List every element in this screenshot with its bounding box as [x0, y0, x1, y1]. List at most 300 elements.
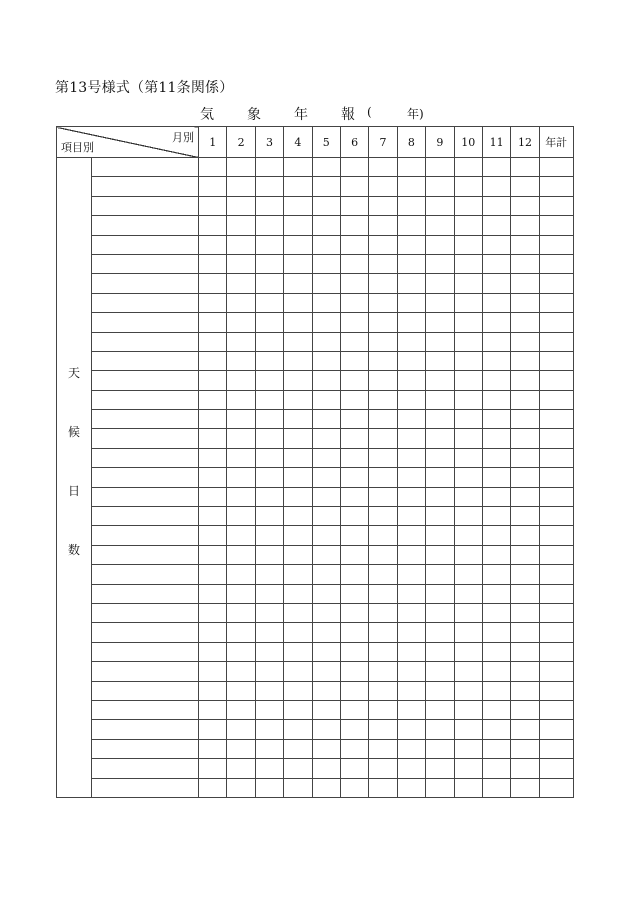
month-value-cell[interactable]	[227, 390, 255, 409]
month-value-cell[interactable]	[369, 720, 397, 739]
month-value-cell[interactable]	[312, 351, 340, 370]
item-name-cell[interactable]	[92, 759, 199, 778]
month-value-cell[interactable]	[340, 390, 368, 409]
item-name-cell[interactable]	[92, 662, 199, 681]
month-value-cell[interactable]	[454, 526, 482, 545]
month-value-cell[interactable]	[284, 254, 312, 273]
month-value-cell[interactable]	[340, 429, 368, 448]
month-value-cell[interactable]	[426, 429, 454, 448]
annual-total-cell[interactable]	[539, 720, 573, 739]
item-name-cell[interactable]	[92, 274, 199, 293]
month-value-cell[interactable]	[340, 196, 368, 215]
month-value-cell[interactable]	[284, 584, 312, 603]
month-value-cell[interactable]	[312, 720, 340, 739]
month-value-cell[interactable]	[227, 332, 255, 351]
month-value-cell[interactable]	[199, 487, 227, 506]
month-value-cell[interactable]	[227, 313, 255, 332]
month-value-cell[interactable]	[369, 274, 397, 293]
month-value-cell[interactable]	[426, 390, 454, 409]
month-value-cell[interactable]	[482, 196, 510, 215]
month-value-cell[interactable]	[482, 254, 510, 273]
item-name-cell[interactable]	[92, 468, 199, 487]
annual-total-cell[interactable]	[539, 177, 573, 196]
month-value-cell[interactable]	[397, 739, 425, 758]
month-value-cell[interactable]	[482, 759, 510, 778]
month-value-cell[interactable]	[312, 507, 340, 526]
month-value-cell[interactable]	[340, 545, 368, 564]
month-value-cell[interactable]	[340, 700, 368, 719]
month-value-cell[interactable]	[369, 429, 397, 448]
month-value-cell[interactable]	[199, 739, 227, 758]
month-value-cell[interactable]	[227, 448, 255, 467]
month-value-cell[interactable]	[227, 507, 255, 526]
month-value-cell[interactable]	[255, 642, 283, 661]
month-value-cell[interactable]	[340, 565, 368, 584]
month-value-cell[interactable]	[312, 158, 340, 177]
month-value-cell[interactable]	[284, 642, 312, 661]
month-value-cell[interactable]	[312, 429, 340, 448]
month-value-cell[interactable]	[426, 662, 454, 681]
month-value-cell[interactable]	[284, 565, 312, 584]
month-value-cell[interactable]	[511, 429, 539, 448]
month-value-cell[interactable]	[397, 526, 425, 545]
month-value-cell[interactable]	[454, 507, 482, 526]
month-value-cell[interactable]	[454, 448, 482, 467]
month-value-cell[interactable]	[312, 778, 340, 797]
item-name-cell[interactable]	[92, 254, 199, 273]
month-value-cell[interactable]	[284, 196, 312, 215]
month-value-cell[interactable]	[397, 254, 425, 273]
month-value-cell[interactable]	[369, 584, 397, 603]
month-value-cell[interactable]	[312, 739, 340, 758]
item-name-cell[interactable]	[92, 565, 199, 584]
month-value-cell[interactable]	[369, 700, 397, 719]
month-value-cell[interactable]	[369, 507, 397, 526]
month-value-cell[interactable]	[312, 623, 340, 642]
month-value-cell[interactable]	[340, 739, 368, 758]
annual-total-cell[interactable]	[539, 487, 573, 506]
month-value-cell[interactable]	[511, 720, 539, 739]
item-name-cell[interactable]	[92, 332, 199, 351]
month-value-cell[interactable]	[482, 158, 510, 177]
annual-total-cell[interactable]	[539, 565, 573, 584]
annual-total-cell[interactable]	[539, 681, 573, 700]
month-value-cell[interactable]	[482, 526, 510, 545]
annual-total-cell[interactable]	[539, 254, 573, 273]
annual-total-cell[interactable]	[539, 371, 573, 390]
month-value-cell[interactable]	[227, 216, 255, 235]
month-value-cell[interactable]	[454, 681, 482, 700]
month-value-cell[interactable]	[255, 681, 283, 700]
month-value-cell[interactable]	[284, 662, 312, 681]
month-value-cell[interactable]	[312, 681, 340, 700]
month-value-cell[interactable]	[284, 293, 312, 312]
month-value-cell[interactable]	[340, 351, 368, 370]
month-value-cell[interactable]	[255, 410, 283, 429]
month-value-cell[interactable]	[397, 313, 425, 332]
month-value-cell[interactable]	[284, 216, 312, 235]
month-value-cell[interactable]	[312, 603, 340, 622]
month-value-cell[interactable]	[426, 681, 454, 700]
month-value-cell[interactable]	[255, 662, 283, 681]
month-value-cell[interactable]	[312, 565, 340, 584]
month-value-cell[interactable]	[511, 177, 539, 196]
month-value-cell[interactable]	[199, 584, 227, 603]
month-value-cell[interactable]	[454, 603, 482, 622]
month-value-cell[interactable]	[397, 371, 425, 390]
month-value-cell[interactable]	[369, 254, 397, 273]
month-value-cell[interactable]	[284, 720, 312, 739]
month-value-cell[interactable]	[199, 662, 227, 681]
month-value-cell[interactable]	[227, 700, 255, 719]
month-value-cell[interactable]	[511, 526, 539, 545]
month-value-cell[interactable]	[284, 274, 312, 293]
month-value-cell[interactable]	[369, 468, 397, 487]
month-value-cell[interactable]	[284, 700, 312, 719]
month-value-cell[interactable]	[199, 526, 227, 545]
month-value-cell[interactable]	[397, 158, 425, 177]
month-value-cell[interactable]	[511, 332, 539, 351]
month-value-cell[interactable]	[227, 235, 255, 254]
month-value-cell[interactable]	[255, 584, 283, 603]
month-value-cell[interactable]	[227, 177, 255, 196]
month-value-cell[interactable]	[397, 196, 425, 215]
month-value-cell[interactable]	[454, 235, 482, 254]
month-value-cell[interactable]	[340, 507, 368, 526]
month-value-cell[interactable]	[255, 468, 283, 487]
item-name-cell[interactable]	[92, 603, 199, 622]
month-value-cell[interactable]	[426, 274, 454, 293]
month-value-cell[interactable]	[284, 507, 312, 526]
month-value-cell[interactable]	[482, 410, 510, 429]
month-value-cell[interactable]	[454, 158, 482, 177]
month-value-cell[interactable]	[227, 487, 255, 506]
month-value-cell[interactable]	[482, 429, 510, 448]
month-value-cell[interactable]	[340, 759, 368, 778]
month-value-cell[interactable]	[454, 468, 482, 487]
month-value-cell[interactable]	[426, 603, 454, 622]
month-value-cell[interactable]	[397, 274, 425, 293]
month-value-cell[interactable]	[426, 507, 454, 526]
month-value-cell[interactable]	[369, 487, 397, 506]
month-value-cell[interactable]	[312, 584, 340, 603]
month-value-cell[interactable]	[369, 216, 397, 235]
month-value-cell[interactable]	[482, 565, 510, 584]
month-value-cell[interactable]	[255, 390, 283, 409]
month-value-cell[interactable]	[397, 235, 425, 254]
month-value-cell[interactable]	[255, 235, 283, 254]
month-value-cell[interactable]	[284, 371, 312, 390]
month-value-cell[interactable]	[255, 778, 283, 797]
month-value-cell[interactable]	[426, 739, 454, 758]
month-value-cell[interactable]	[369, 293, 397, 312]
month-value-cell[interactable]	[482, 623, 510, 642]
month-value-cell[interactable]	[312, 448, 340, 467]
month-value-cell[interactable]	[426, 720, 454, 739]
month-value-cell[interactable]	[482, 448, 510, 467]
month-value-cell[interactable]	[312, 545, 340, 564]
month-value-cell[interactable]	[369, 778, 397, 797]
month-value-cell[interactable]	[397, 603, 425, 622]
month-value-cell[interactable]	[255, 759, 283, 778]
month-value-cell[interactable]	[454, 545, 482, 564]
month-value-cell[interactable]	[199, 196, 227, 215]
month-value-cell[interactable]	[255, 332, 283, 351]
month-value-cell[interactable]	[340, 313, 368, 332]
month-value-cell[interactable]	[511, 681, 539, 700]
month-value-cell[interactable]	[511, 196, 539, 215]
month-value-cell[interactable]	[511, 623, 539, 642]
month-value-cell[interactable]	[426, 332, 454, 351]
annual-total-cell[interactable]	[539, 507, 573, 526]
month-value-cell[interactable]	[426, 313, 454, 332]
month-value-cell[interactable]	[199, 158, 227, 177]
month-value-cell[interactable]	[227, 468, 255, 487]
item-name-cell[interactable]	[92, 351, 199, 370]
month-value-cell[interactable]	[255, 177, 283, 196]
month-value-cell[interactable]	[340, 681, 368, 700]
month-value-cell[interactable]	[511, 603, 539, 622]
month-value-cell[interactable]	[511, 662, 539, 681]
month-value-cell[interactable]	[426, 526, 454, 545]
annual-total-cell[interactable]	[539, 216, 573, 235]
month-value-cell[interactable]	[227, 545, 255, 564]
month-value-cell[interactable]	[454, 351, 482, 370]
item-name-cell[interactable]	[92, 216, 199, 235]
month-value-cell[interactable]	[312, 700, 340, 719]
month-value-cell[interactable]	[199, 565, 227, 584]
month-value-cell[interactable]	[426, 371, 454, 390]
month-value-cell[interactable]	[312, 177, 340, 196]
month-value-cell[interactable]	[454, 778, 482, 797]
item-name-cell[interactable]	[92, 410, 199, 429]
month-value-cell[interactable]	[454, 700, 482, 719]
month-value-cell[interactable]	[454, 759, 482, 778]
item-name-cell[interactable]	[92, 526, 199, 545]
item-name-cell[interactable]	[92, 390, 199, 409]
month-value-cell[interactable]	[312, 410, 340, 429]
month-value-cell[interactable]	[397, 351, 425, 370]
month-value-cell[interactable]	[369, 603, 397, 622]
month-value-cell[interactable]	[255, 216, 283, 235]
month-value-cell[interactable]	[312, 371, 340, 390]
month-value-cell[interactable]	[454, 177, 482, 196]
month-value-cell[interactable]	[255, 565, 283, 584]
month-value-cell[interactable]	[284, 429, 312, 448]
month-value-cell[interactable]	[227, 623, 255, 642]
month-value-cell[interactable]	[199, 390, 227, 409]
month-value-cell[interactable]	[426, 216, 454, 235]
month-value-cell[interactable]	[312, 487, 340, 506]
month-value-cell[interactable]	[255, 545, 283, 564]
month-value-cell[interactable]	[199, 642, 227, 661]
month-value-cell[interactable]	[340, 158, 368, 177]
month-value-cell[interactable]	[397, 410, 425, 429]
month-value-cell[interactable]	[397, 390, 425, 409]
month-value-cell[interactable]	[397, 642, 425, 661]
annual-total-cell[interactable]	[539, 739, 573, 758]
month-value-cell[interactable]	[340, 448, 368, 467]
month-value-cell[interactable]	[284, 623, 312, 642]
month-value-cell[interactable]	[199, 274, 227, 293]
month-value-cell[interactable]	[511, 545, 539, 564]
month-value-cell[interactable]	[454, 565, 482, 584]
annual-total-cell[interactable]	[539, 468, 573, 487]
month-value-cell[interactable]	[199, 351, 227, 370]
month-value-cell[interactable]	[312, 313, 340, 332]
month-value-cell[interactable]	[426, 545, 454, 564]
annual-total-cell[interactable]	[539, 662, 573, 681]
month-value-cell[interactable]	[227, 351, 255, 370]
month-value-cell[interactable]	[482, 545, 510, 564]
month-value-cell[interactable]	[312, 662, 340, 681]
month-value-cell[interactable]	[454, 739, 482, 758]
month-value-cell[interactable]	[227, 293, 255, 312]
month-value-cell[interactable]	[227, 584, 255, 603]
month-value-cell[interactable]	[284, 759, 312, 778]
month-value-cell[interactable]	[454, 410, 482, 429]
month-value-cell[interactable]	[340, 293, 368, 312]
month-value-cell[interactable]	[199, 429, 227, 448]
month-value-cell[interactable]	[340, 662, 368, 681]
month-value-cell[interactable]	[454, 274, 482, 293]
month-value-cell[interactable]	[199, 332, 227, 351]
annual-total-cell[interactable]	[539, 235, 573, 254]
month-value-cell[interactable]	[340, 410, 368, 429]
annual-total-cell[interactable]	[539, 274, 573, 293]
month-value-cell[interactable]	[369, 313, 397, 332]
month-value-cell[interactable]	[482, 274, 510, 293]
month-value-cell[interactable]	[255, 371, 283, 390]
month-value-cell[interactable]	[511, 487, 539, 506]
month-value-cell[interactable]	[340, 332, 368, 351]
month-value-cell[interactable]	[369, 526, 397, 545]
month-value-cell[interactable]	[426, 158, 454, 177]
month-value-cell[interactable]	[482, 332, 510, 351]
month-value-cell[interactable]	[482, 700, 510, 719]
month-value-cell[interactable]	[482, 468, 510, 487]
annual-total-cell[interactable]	[539, 448, 573, 467]
month-value-cell[interactable]	[511, 313, 539, 332]
month-value-cell[interactable]	[284, 158, 312, 177]
month-value-cell[interactable]	[397, 681, 425, 700]
month-value-cell[interactable]	[369, 351, 397, 370]
month-value-cell[interactable]	[255, 313, 283, 332]
annual-total-cell[interactable]	[539, 351, 573, 370]
annual-total-cell[interactable]	[539, 700, 573, 719]
month-value-cell[interactable]	[482, 351, 510, 370]
month-value-cell[interactable]	[397, 584, 425, 603]
month-value-cell[interactable]	[284, 526, 312, 545]
month-value-cell[interactable]	[312, 332, 340, 351]
annual-total-cell[interactable]	[539, 332, 573, 351]
item-name-cell[interactable]	[92, 720, 199, 739]
month-value-cell[interactable]	[227, 662, 255, 681]
month-value-cell[interactable]	[426, 196, 454, 215]
month-value-cell[interactable]	[454, 313, 482, 332]
month-value-cell[interactable]	[369, 681, 397, 700]
month-value-cell[interactable]	[227, 410, 255, 429]
month-value-cell[interactable]	[340, 468, 368, 487]
month-value-cell[interactable]	[340, 274, 368, 293]
annual-total-cell[interactable]	[539, 623, 573, 642]
month-value-cell[interactable]	[511, 584, 539, 603]
month-value-cell[interactable]	[199, 293, 227, 312]
month-value-cell[interactable]	[199, 313, 227, 332]
month-value-cell[interactable]	[454, 720, 482, 739]
month-value-cell[interactable]	[426, 700, 454, 719]
item-name-cell[interactable]	[92, 429, 199, 448]
month-value-cell[interactable]	[397, 759, 425, 778]
month-value-cell[interactable]	[369, 390, 397, 409]
month-value-cell[interactable]	[426, 254, 454, 273]
month-value-cell[interactable]	[511, 642, 539, 661]
month-value-cell[interactable]	[482, 313, 510, 332]
month-value-cell[interactable]	[340, 642, 368, 661]
month-value-cell[interactable]	[340, 603, 368, 622]
month-value-cell[interactable]	[199, 700, 227, 719]
month-value-cell[interactable]	[199, 177, 227, 196]
month-value-cell[interactable]	[227, 158, 255, 177]
annual-total-cell[interactable]	[539, 313, 573, 332]
month-value-cell[interactable]	[255, 351, 283, 370]
month-value-cell[interactable]	[227, 681, 255, 700]
month-value-cell[interactable]	[511, 235, 539, 254]
month-value-cell[interactable]	[511, 371, 539, 390]
month-value-cell[interactable]	[284, 681, 312, 700]
month-value-cell[interactable]	[511, 158, 539, 177]
month-value-cell[interactable]	[255, 448, 283, 467]
month-value-cell[interactable]	[199, 681, 227, 700]
month-value-cell[interactable]	[199, 235, 227, 254]
month-value-cell[interactable]	[482, 235, 510, 254]
month-value-cell[interactable]	[199, 468, 227, 487]
annual-total-cell[interactable]	[539, 545, 573, 564]
month-value-cell[interactable]	[426, 235, 454, 254]
month-value-cell[interactable]	[397, 778, 425, 797]
item-name-cell[interactable]	[92, 235, 199, 254]
month-value-cell[interactable]	[482, 584, 510, 603]
month-value-cell[interactable]	[227, 759, 255, 778]
month-value-cell[interactable]	[511, 507, 539, 526]
month-value-cell[interactable]	[397, 429, 425, 448]
item-name-cell[interactable]	[92, 507, 199, 526]
month-value-cell[interactable]	[397, 720, 425, 739]
month-value-cell[interactable]	[397, 662, 425, 681]
item-name-cell[interactable]	[92, 681, 199, 700]
month-value-cell[interactable]	[511, 448, 539, 467]
month-value-cell[interactable]	[284, 235, 312, 254]
month-value-cell[interactable]	[255, 739, 283, 758]
month-value-cell[interactable]	[199, 371, 227, 390]
month-value-cell[interactable]	[454, 371, 482, 390]
month-value-cell[interactable]	[340, 216, 368, 235]
month-value-cell[interactable]	[369, 410, 397, 429]
month-value-cell[interactable]	[369, 642, 397, 661]
month-value-cell[interactable]	[255, 254, 283, 273]
month-value-cell[interactable]	[199, 507, 227, 526]
month-value-cell[interactable]	[426, 410, 454, 429]
item-name-cell[interactable]	[92, 739, 199, 758]
month-value-cell[interactable]	[511, 778, 539, 797]
month-value-cell[interactable]	[340, 177, 368, 196]
month-value-cell[interactable]	[426, 759, 454, 778]
month-value-cell[interactable]	[227, 274, 255, 293]
month-value-cell[interactable]	[482, 603, 510, 622]
month-value-cell[interactable]	[199, 720, 227, 739]
annual-total-cell[interactable]	[539, 410, 573, 429]
month-value-cell[interactable]	[511, 351, 539, 370]
